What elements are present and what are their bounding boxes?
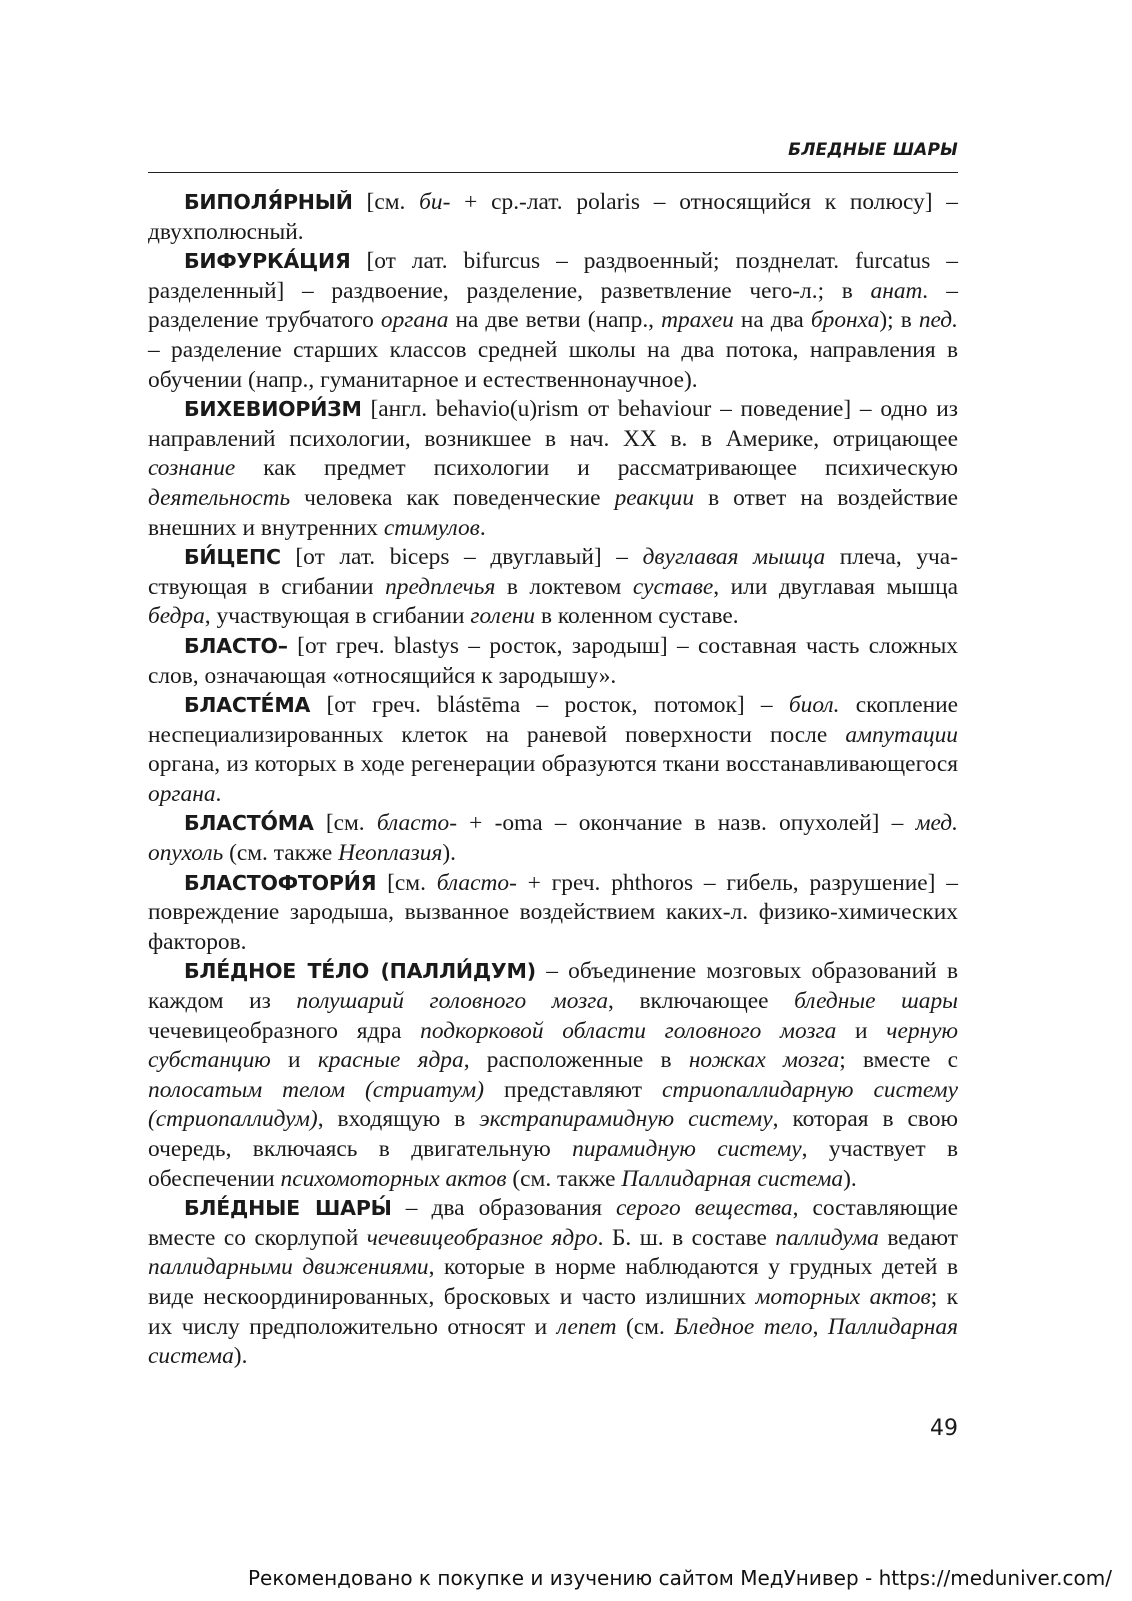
- entry-term-italic: Паллидарная система: [148, 1313, 958, 1370]
- entry-text: [от греч. blástēma – росток, потомок] –: [310, 692, 789, 719]
- dictionary-entries: [148, 188, 958, 1372]
- entry-headword: БИХЕВИОРИ́ЗМ: [184, 397, 362, 422]
- dictionary-entry: [148, 957, 958, 1194]
- entry-headword: БИПОЛЯ́РНЫЙ: [184, 190, 353, 214]
- entry-term-italic: полосатым телом (стриатум): [148, 1076, 484, 1103]
- entry-text: . Б. ш. в составе: [597, 1224, 776, 1251]
- entry-text: .: [479, 514, 486, 541]
- entry-term-italic: красные ядра: [317, 1047, 464, 1074]
- entry-term-italic: анат.: [870, 277, 929, 304]
- entry-headword: БИ́ЦЕПС: [184, 545, 281, 570]
- entry-term-italic: чечевицеобразное ядро: [366, 1224, 598, 1251]
- entry-term-italic: бласто-: [436, 869, 517, 896]
- entry-text: ).: [442, 840, 456, 867]
- entry-text: , входящую в: [317, 1106, 480, 1133]
- entry-term-italic: сознание: [148, 455, 236, 482]
- entry-text: (см. также: [506, 1165, 622, 1192]
- entry-text: представляют: [484, 1076, 662, 1103]
- entry-text: на два: [733, 307, 811, 334]
- entry-text: + греч. phthoros – гибель, разрушение] – повреждение зародыша, вызванное воздействием каких-л. физико-химических факторов.: [148, 869, 958, 955]
- entry-text: в коленном суставе.: [535, 603, 739, 630]
- entry-headword: БЛАСТО́МА: [184, 811, 314, 836]
- entry-text: органа, из которых в ходе регенерации образуются ткани восстанавливающегося: [148, 751, 958, 778]
- entry-text: ).: [233, 1343, 248, 1370]
- entry-term-italic: реакции: [614, 484, 695, 511]
- entry-text: , участвует в обеспечении: [148, 1136, 958, 1192]
- entry-text: – разделение трубчатого: [148, 277, 958, 334]
- entry-headword: БЛАСТО–: [184, 633, 288, 658]
- dictionary-entry: [148, 869, 958, 958]
- entry-term-italic: органа: [380, 307, 449, 334]
- entry-text: [от лат. bifurcus – раздвоенный; позднелат. furcatus – разделенный] – раздвоение, разделение, разветвление чего-л.; в: [148, 248, 958, 304]
- entry-text: [англ. behavio(u)rism от behaviour – поведение] – одно из направлений психологии, возникшее в нач. XX в. в Америке, отрицающее: [148, 396, 958, 452]
- entry-text: [от лат. biceps – двуглавый] –: [280, 544, 643, 571]
- dictionary-entry: [148, 188, 958, 247]
- entry-term-italic: Неоплазия: [338, 840, 443, 867]
- entry-headword: БИФУРКА́ЦИЯ: [184, 249, 351, 274]
- entry-term-italic: стимулов: [383, 514, 480, 541]
- entry-text: – два образования: [391, 1195, 617, 1222]
- entry-text: – объединение мозговых образований в каждом из: [148, 958, 959, 1015]
- entry-term-italic: стриопаллидарную систему (стриопаллидум): [148, 1076, 958, 1133]
- entry-term-italic: бедра: [148, 603, 205, 630]
- dictionary-entry: [148, 809, 958, 868]
- entry-text: в ответ на воздействие внешних и внутренних: [148, 484, 958, 541]
- dictionary-entry: [148, 691, 958, 809]
- entry-text: [см.: [313, 810, 377, 837]
- dictionary-entry: [148, 395, 958, 543]
- entry-text: , расположенные в: [463, 1047, 689, 1074]
- entry-text: и: [836, 1017, 887, 1044]
- entry-term-italic: пед.: [918, 307, 958, 334]
- entry-term-italic: голени: [470, 603, 536, 630]
- entry-term-italic: ампутации: [845, 721, 958, 748]
- entry-text: ).: [843, 1165, 857, 1192]
- dictionary-entry: [148, 247, 958, 395]
- entry-term-italic: моторных актов: [755, 1283, 931, 1310]
- entry-term-italic: двуглавая мышца: [642, 544, 826, 571]
- entry-text: ); в: [879, 307, 919, 334]
- entry-term-italic: психомоторных актов: [280, 1165, 507, 1192]
- entry-text: в локтевом: [495, 573, 633, 600]
- entry-term-italic: предплечья: [385, 573, 496, 600]
- entry-text: + -oma – окончание в назв. опухолей] –: [456, 810, 916, 837]
- entry-text: [см.: [352, 189, 420, 215]
- entry-text: , участвующая в сгибании: [204, 603, 471, 630]
- entry-text: [см.: [376, 869, 437, 896]
- entry-text: ,: [812, 1313, 828, 1340]
- entry-term-italic: полушарий головного мозга: [296, 988, 609, 1015]
- entry-term-italic: бронха: [810, 307, 880, 334]
- entry-term-italic: ножках мозга: [688, 1047, 840, 1074]
- entry-term-italic: паллидума: [775, 1224, 879, 1251]
- entry-term-italic: мед. опухоль: [148, 810, 958, 867]
- entry-text: ; к их числу предположительно относят и: [148, 1283, 958, 1340]
- entry-text: скопление неспециализированных клеток на раневой поверхности после: [148, 692, 958, 748]
- entry-term-italic: органа: [148, 780, 216, 807]
- entry-text: на две ветви (напр.,: [448, 307, 662, 334]
- entry-text: человека как поведенческие: [290, 484, 615, 511]
- entry-text: (см.: [616, 1313, 675, 1340]
- entry-term-italic: биол.: [788, 692, 840, 719]
- entry-term-italic: серого вещества: [616, 1195, 793, 1222]
- entry-text: ; вместе с: [839, 1047, 958, 1074]
- entry-text: чечевицеобразного ядра: [148, 1017, 421, 1044]
- dictionary-entry: [148, 1194, 958, 1372]
- entry-text: + ср.-лат. polaris – относящийся к полюсу] – двухполюсный.: [148, 189, 958, 245]
- entry-term-italic: би-: [419, 189, 451, 215]
- entry-text: , которая в свою очередь, включаясь в двигательную: [148, 1106, 958, 1162]
- entry-text: и: [270, 1047, 318, 1074]
- entry-headword: БЛЕ́ДНОЕ ТЕ́ЛО (ПАЛЛИ́ДУМ): [184, 959, 536, 984]
- entry-term-italic: бледные шары: [794, 988, 958, 1015]
- entry-text: , которые в норме наблюдаются у грудных детей в виде нескоординированных, бросковых и часто излишних: [148, 1254, 958, 1310]
- entry-text: ведают: [878, 1224, 958, 1251]
- entry-term-italic: Бледное тело: [674, 1313, 813, 1340]
- page-number: 49: [930, 1416, 958, 1441]
- entry-term-italic: суставе: [632, 573, 714, 600]
- entry-headword: БЛАСТОФТОРИ́Я: [184, 870, 377, 895]
- header-rule: [148, 172, 958, 173]
- entry-text: – разделение старших классов средней школы на два потока, направления в обучении (напр., гуманитарное и естественнонаучное).: [148, 336, 958, 393]
- dictionary-entry: [148, 543, 958, 632]
- footer-note: Рекомендовано к покупке и изучению сайтом МедУнивер - https://meduniver.com/: [248, 1566, 1112, 1590]
- entry-text: (см. также: [223, 840, 339, 867]
- entry-text: , составляющие вместе со скорлупой: [148, 1195, 958, 1251]
- entry-term-italic: черную субстанцию: [148, 1017, 958, 1074]
- dictionary-entry: [148, 632, 958, 691]
- entry-term-italic: лепет: [556, 1313, 617, 1340]
- entry-term-italic: трахеи: [661, 307, 734, 334]
- entry-term-italic: экстрапирамидную систему: [479, 1106, 773, 1133]
- entry-headword: БЛЕ́ДНЫЕ ШАРЫ́: [184, 1196, 392, 1221]
- entry-text: плеча, участвующая в сгибании: [148, 544, 958, 600]
- entry-term-italic: пирамидную систему: [572, 1136, 802, 1162]
- entry-text: .: [215, 780, 222, 807]
- entry-headword: БЛАСТЕ́МА: [184, 693, 311, 718]
- entry-text: , включающее: [608, 988, 795, 1015]
- entry-term-italic: подкорковой области головного мозга: [420, 1017, 837, 1044]
- entry-text: [от греч. blastys – росток, зародыш] – составная часть сложных слов, означающая «относящийся к зародышу».: [148, 632, 958, 689]
- entry-text: , или двуглавая мышца: [713, 573, 958, 600]
- entry-term-italic: паллидарными движениями: [148, 1254, 429, 1281]
- entry-term-italic: Паллидарная система: [621, 1165, 844, 1192]
- entry-term-italic: бласто-: [376, 810, 457, 837]
- entry-text: как предмет психологии и рассматривающее психическую: [235, 455, 958, 482]
- entry-term-italic: деятельность: [148, 484, 291, 511]
- running-head: БЛЕДНЫЕ ШАРЫ: [788, 140, 958, 160]
